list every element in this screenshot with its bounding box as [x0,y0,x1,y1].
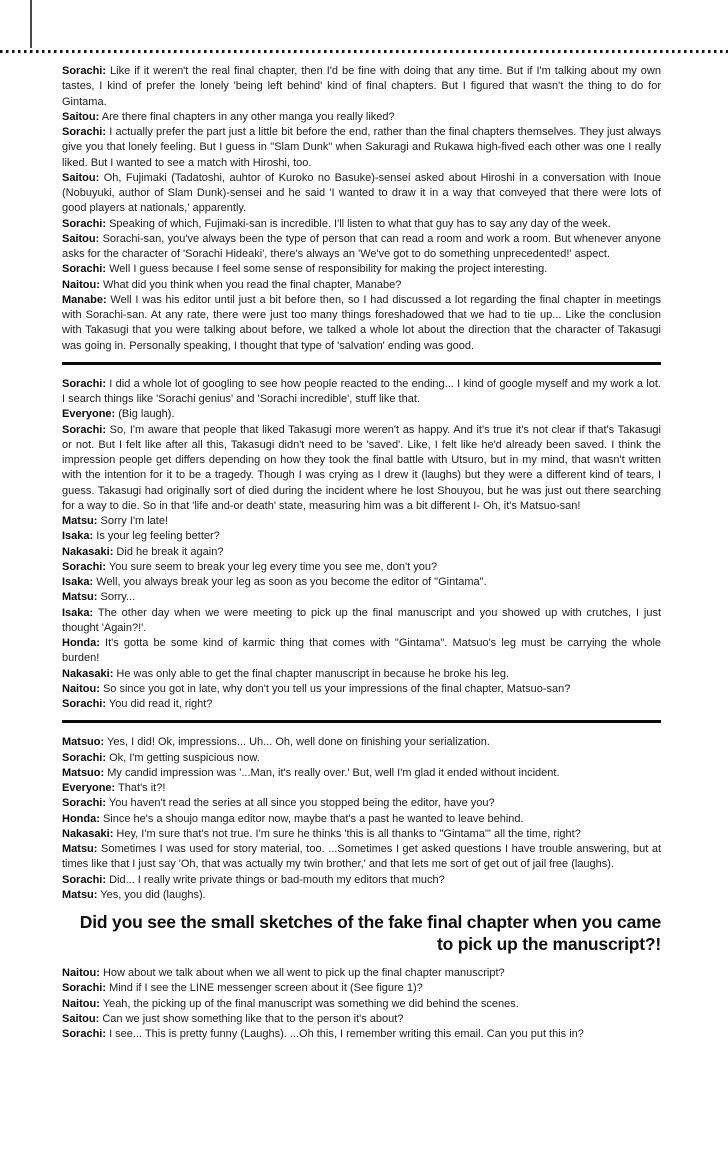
dialogue-line: Sorachi: I see... This is pretty funny (Laughs). ...Oh this, I remember writing this email. Can you put this in? [62,1028,584,1040]
dialogue-line: Matsuo: My candid impression was '...Man, it's really over.' But, well I'm glad it ended without incident. [62,766,560,779]
speaker-name: Matsuo: [62,766,105,779]
speaker-name: Saitou: [62,232,100,245]
dialogue-line: Naitou: Yeah, the picking up of the final manuscript was something we did behind the scenes. [62,997,519,1010]
speaker-name: Isaka: [62,530,94,543]
dialogue-section [62,377,661,713]
dialogue-line: Naitou: So since you got in late, why don't you tell us your impressions of the final chapter, Matsuo-san? [62,682,571,695]
speaker-name: Saitou: [62,110,100,123]
dialogue-line: Sorachi: Speaking of which, Fujimaki-san is incredible. I'll listen to what that guy has to say any day of the week. [62,217,611,230]
transcript [62,64,661,1042]
speaker-name: Honda: [62,637,100,649]
speaker-name: Saitou: [62,171,100,184]
dialogue-line: Sorachi: You haven't read the series at all since you stopped being the editor, have you? [62,797,495,810]
dialogue-line: Everyone: That's it?! [62,782,166,794]
speaker-name: Matsu: [62,843,98,855]
dialogue-line: Matsu: Sometimes I was used for story material, too. ...Sometimes I get asked questions I have trouble answering, but at times like that I just say 'Oh, that was actually my twin brother,' and that lets me sort of get out of jail free (laughs). [62,843,661,871]
speaker-name: Sorachi: [62,65,107,77]
dialogue-line: Sorachi: Ok, I'm getting suspicious now. [62,751,260,764]
dialogue-line: Sorachi: So, I'm aware that people that liked Takasugi more weren't as happy. And it's true it's not clear if that's Takasugi or not. But I felt like after all this, Takasugi didn't need to be 'saved'. Like, I felt like he'd already been saved. I think the impression people get differs depending on how they took the final battle with Utsuro, but in my mind, that wasn't written with the intention for it to be a tragedy. Though I was crying as I drew it (laughs) but they were a different kind of tears, I guess. Takasugi had originally sort of died during the incident where he lost Shouyou, but he was just out there searching for a way to die. So in that 'life and-or death' state, measuring him was a bit different I- Oh, it's Matsuo-san! [62,423,661,512]
speaker-name: Sorachi: [62,873,107,886]
dialogue-line: Saitou: Can we just show something like that to the person it's about? [62,1012,404,1025]
speaker-name: Matsu: [62,591,98,604]
dialogue-line: Sorachi: You did read it, right? [62,698,213,710]
speaker-name: Sorachi: [62,1028,107,1040]
dialogue-line: Sorachi: I actually prefer the part just a little bit before the end, rather than the final chapters themselves. They just always give you that lonely feeling. But I guess in "Slam Dunk" when Sakuragi and Rukawa high-fived each other was one I really liked. But I wanted to see a match with Hiroshi, too. [62,126,661,169]
dialogue-line: Sorachi: Like if it weren't the real final chapter, then I'd be fine with doing that any time. But if I'm talking about my own tastes, I kind of prefer the lonely 'being left behind' kind of final chapters. But I figured that wasn't the thing to do for Gintama. [62,65,661,108]
speaker-name: Everyone: [62,782,116,794]
speaker-name: Nakasaki: [62,667,114,680]
dialogue-line: Sorachi: You sure seem to break your leg every time you see me, don't you? [62,560,438,573]
speaker-name: Sorachi: [62,797,107,810]
top-left-edge-tick [30,0,32,48]
dialogue-line: Nakasaki: Hey, I'm sure that's not true. I'm sure he thinks 'this is all thanks to "Gintama"' all the time, right? [62,827,581,840]
dialogue-line: Honda: It's gotta be some kind of karmic thing that comes with "Gintama". Matsuo's leg must be carrying the whole burden! [62,637,661,665]
dialogue-line: Nakasaki: Did he break it again? [62,545,224,558]
dotted-separator-rule [0,50,728,53]
speaker-name: Sorachi: [62,751,107,764]
speaker-name: Sorachi: [62,560,107,573]
speaker-name: Matsu: [62,515,98,527]
pull-quote-headline: Did you see the small sketches of the fake final chapter when you came to pick up the manuscript?! [79,912,661,954]
section-divider [62,362,661,365]
speaker-name: Naitou: [62,997,100,1010]
speaker-name: Sorachi: [62,217,107,230]
dialogue-line: Matsuo: Yes, I did! Ok, impressions... Uh... Oh, well done on finishing your serialization. [62,736,490,749]
speaker-name: Isaka: [62,606,94,619]
dialogue-line: Saitou: Oh, Fujimaki (Tadatoshi, auhtor of Kuroko no Basuke)-sensei asked about Hiroshi in a conversation with Inoue (Nobuyuki, author of Slam Dunk)-sensei and he said 'I wanted to draw it in a way that conveyed that there were lots of good players at nationals,' apparently. [62,171,661,215]
dialogue-line: Matsu: Sorry I'm late! [62,515,169,527]
dialogue-line: Manabe: Well I was his editor until just a bit before then, so I had discussed a lot regarding the final chapter in meetings with Sorachi-san. At any rate, there were just too many things foreshadowed that we had to tie up... Like the conclusion with Takasugi that you were talking about before, we talked a whole lot about the direction that the character of Takasugi was going in. Personally speaking, I thought that type of 'salvation' ending was good. [62,293,661,352]
speaker-name: Sorachi: [62,698,107,710]
speaker-name: Sorachi: [62,982,107,995]
speaker-name: Saitou: [62,1012,100,1025]
dialogue-line: Sorachi: I did a whole lot of googling to see how people reacted to the ending... I kind of google myself and my work a lot. I search things like 'Sorachi genius' and 'Sorachi incredible', stuff like that. [62,377,661,405]
speaker-name: Everyone: [62,408,116,421]
dialogue-line: Honda: Since he's a shoujo manga editor now, maybe that's a past he wanted to leave behind. [62,812,524,825]
speaker-name: Manabe: [62,293,107,306]
speaker-name: Nakasaki: [62,827,114,840]
speaker-name: Matsu: [62,888,98,901]
speaker-name: Naitou: [62,682,100,695]
dialogue-line: Nakasaki: He was only able to get the final chapter manuscript in because he broke his leg. [62,667,509,680]
speaker-name: Sorachi: [62,377,107,390]
speaker-name: Honda: [62,812,100,825]
dialogue-line: Isaka: The other day when we were meeting to pick up the final manuscript and you showed up with crutches, I just thought 'Again?!'. [62,606,661,634]
speaker-name: Sorachi: [62,126,107,138]
dialogue-line: Naitou: How about we talk about when we all went to pick up the final chapter manuscript? [62,967,505,979]
speaker-name: Sorachi: [62,263,107,276]
dialogue-line: Everyone: (Big laugh). [62,408,175,421]
speaker-name: Matsuo: [62,736,105,749]
dialogue-line: Sorachi: Mind if I see the LINE messenger screen about it (See figure 1)? [62,982,423,995]
dialogue-section [62,64,661,354]
dialogue-section [62,735,661,903]
section-divider [62,720,661,723]
dialogue-line: Matsu: Yes, you did (laughs). [62,888,206,901]
speaker-name: Nakasaki: [62,545,114,558]
speaker-name: Isaka: [62,576,94,588]
dialogue-line: Saitou: Are there final chapters in any other manga you really liked? [62,110,395,123]
dialogue-line: Naitou: What did you think when you read the final chapter, Manabe? [62,278,402,291]
dialogue-line: Sorachi: Did... I really write private things or bad-mouth my editors that much? [62,873,445,886]
dialogue-line: Sorachi: Well I guess because I feel some sense of responsibility for making the project interesting. [62,263,548,276]
dialogue-line: Isaka: Well, you always break your leg as soon as you become the editor of "Gintama". [62,576,487,588]
speaker-name: Naitou: [62,967,100,979]
speaker-name: Naitou: [62,278,100,291]
dialogue-line: Matsu: Sorry... [62,591,136,604]
dialogue-line: Isaka: Is your leg feeling better? [62,530,220,543]
dialogue-section [62,966,661,1042]
dialogue-line: Saitou: Sorachi-san, you've always been the type of person that can read a room and work a room. But whenever anyone asks for the character of 'Sorachi Hideaki', there's always an 'We've got to do something unprecedented!' aspect. [62,232,661,260]
speaker-name: Sorachi: [62,423,107,436]
